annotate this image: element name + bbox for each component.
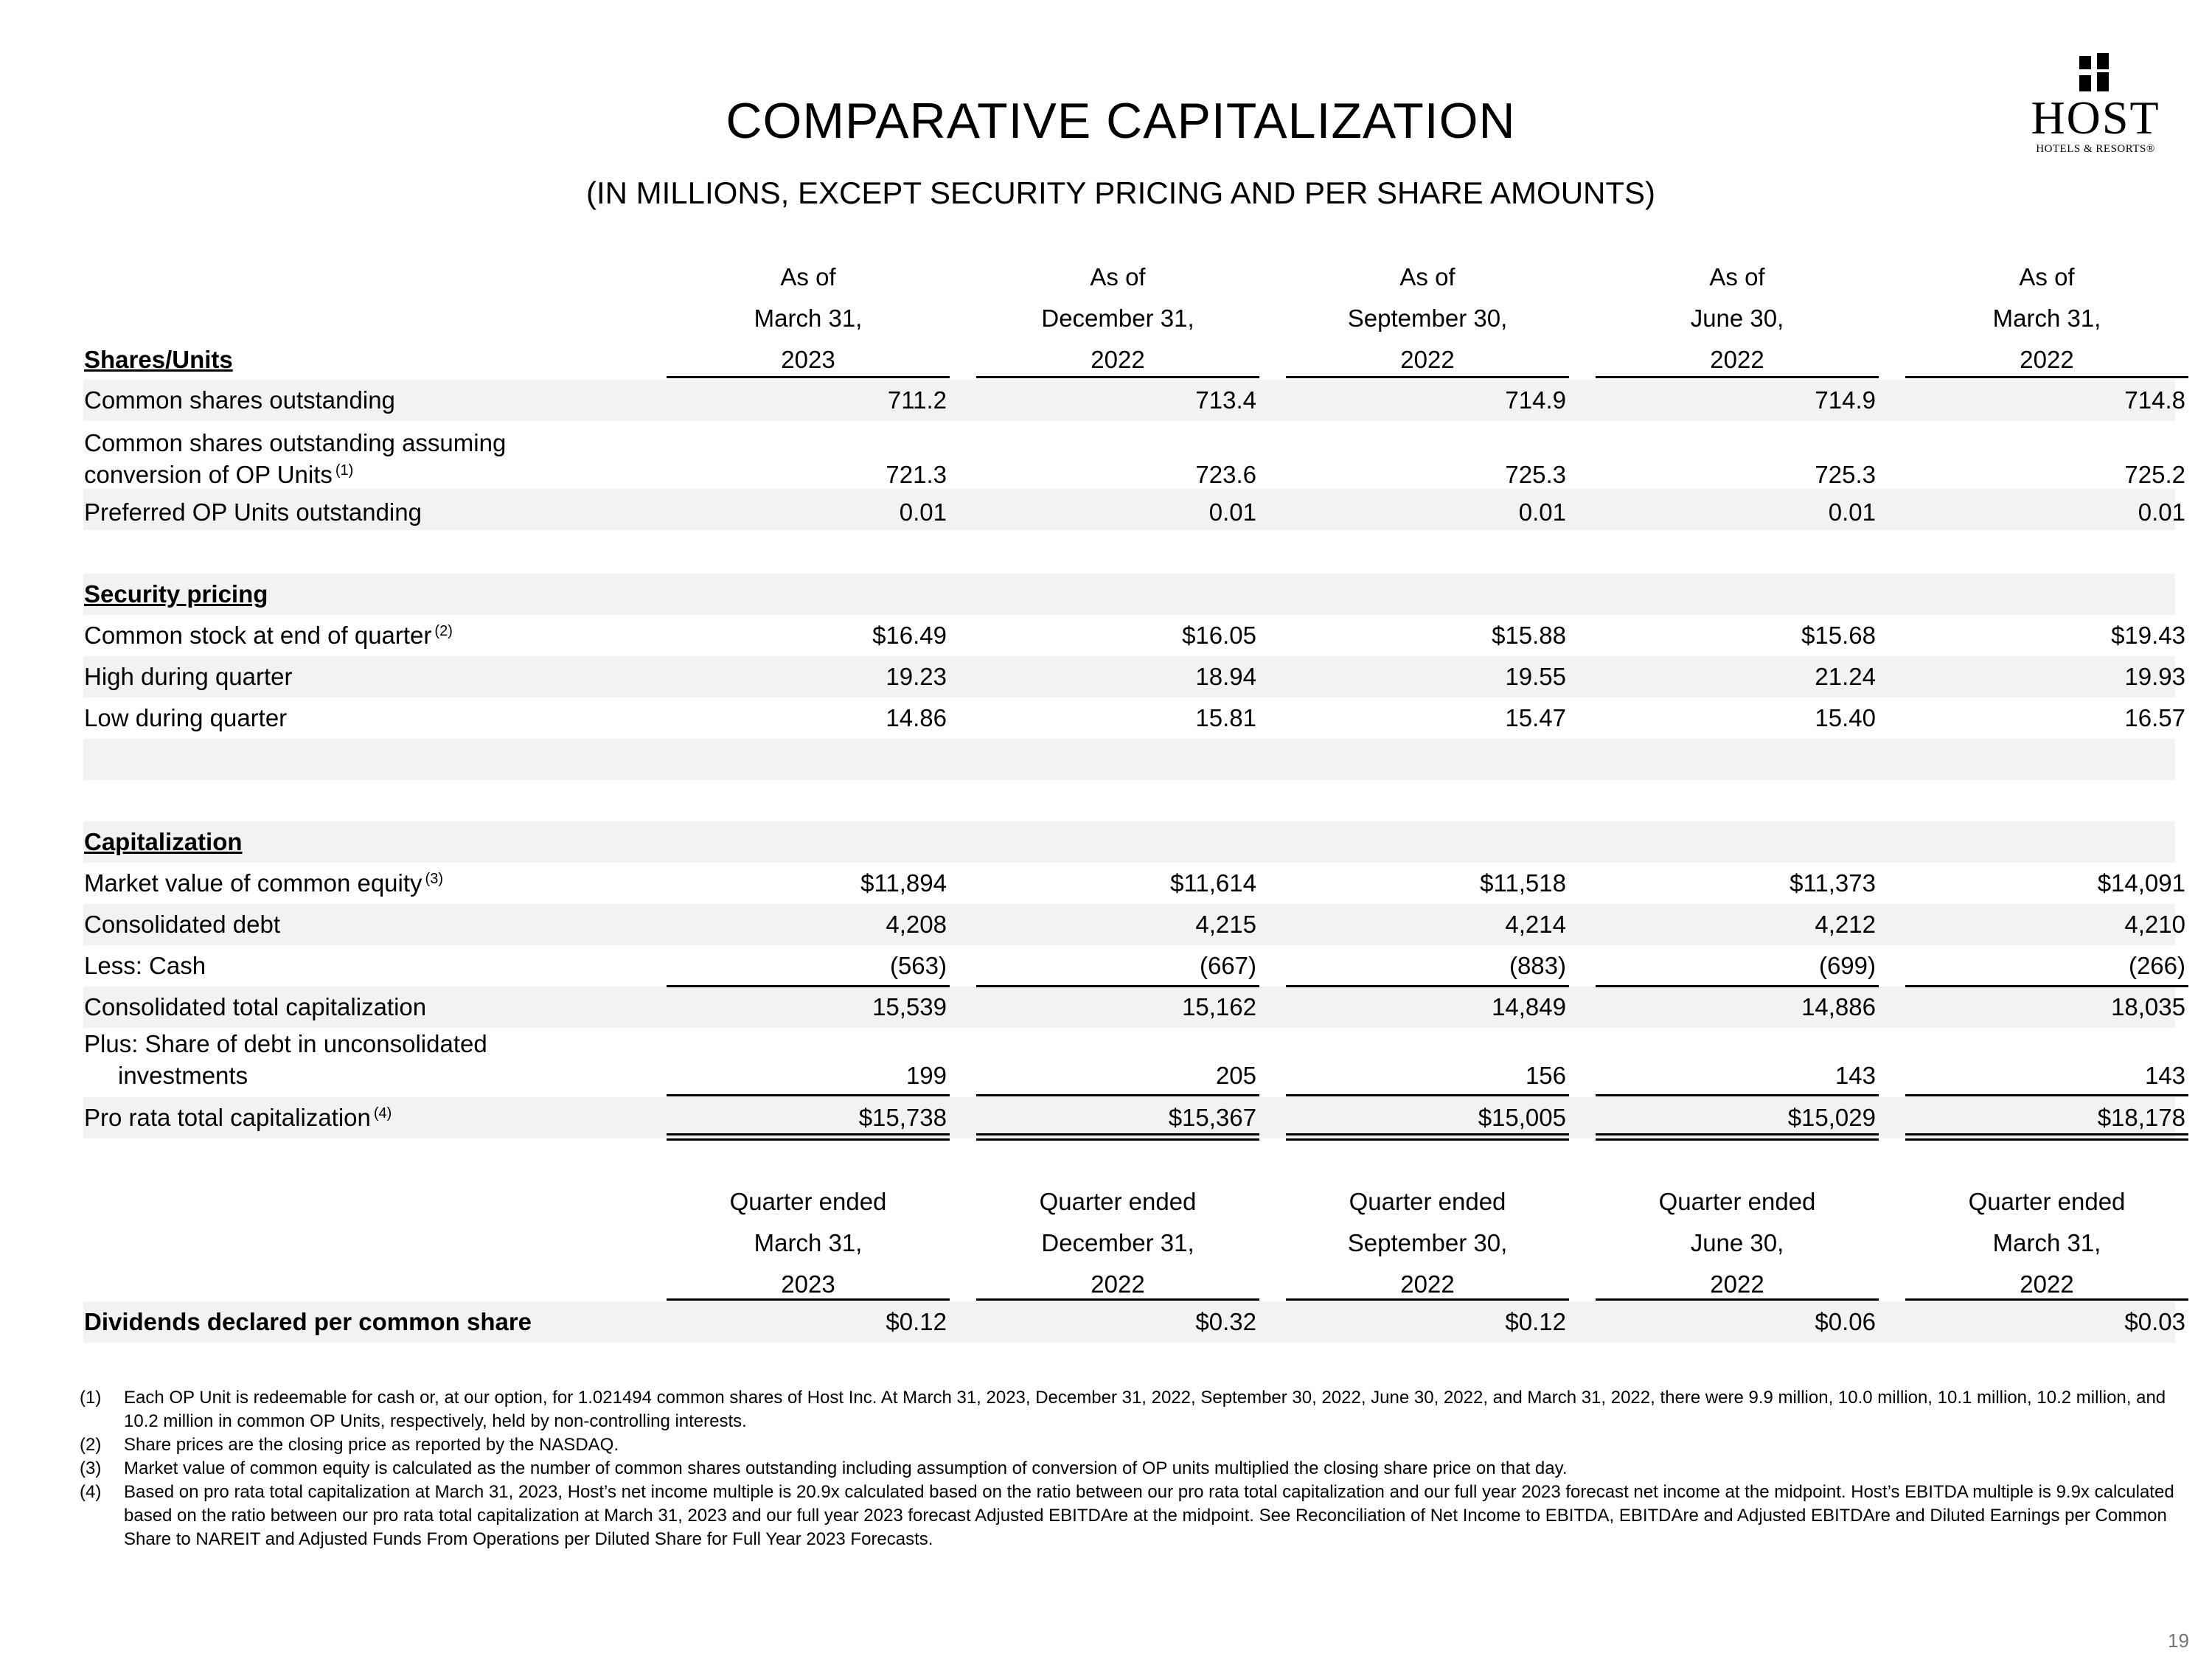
header-rule bbox=[1286, 1298, 1569, 1301]
column-header: 2022 bbox=[1710, 1270, 1764, 1298]
cell: 725.3 bbox=[1815, 461, 1876, 488]
header-rule bbox=[1905, 1298, 2188, 1301]
cell: 725.3 bbox=[1505, 461, 1566, 488]
footnote-text: Each OP Unit is redeemable for cash or, at our option, for 1.021494 common shares of Host Inc. At March 31, 2023, December 31, 2022, September 30, 2022, June 30, 2022, and March 31, 2022, there were 9.9 million, 10.0 million, 10.1 million, 10.2 million, and 10.2 million in common OP Units, respectively, held by non-controlling interests. bbox=[124, 1388, 2166, 1431]
cell: 4,214 bbox=[1505, 911, 1566, 938]
column-header: As of bbox=[1399, 263, 1455, 291]
cell: $15,738 bbox=[858, 1104, 947, 1131]
cell: 19.93 bbox=[2124, 663, 2185, 690]
cell: $15,367 bbox=[1168, 1104, 1256, 1131]
cell: $15,005 bbox=[1478, 1104, 1566, 1131]
row-band bbox=[83, 574, 2175, 615]
cell: 714.9 bbox=[1815, 386, 1876, 414]
subtotal-rule bbox=[1905, 985, 2188, 987]
cell: 15.47 bbox=[1505, 704, 1566, 731]
cell: (699) bbox=[1818, 952, 1876, 979]
cell: $16.05 bbox=[1182, 622, 1256, 649]
footnote-text: Market value of common equity is calculated as the number of common shares outstanding including assumption of conversion of OP units multiplied the closing share price on that day. bbox=[124, 1458, 1568, 1478]
subtotal-rule bbox=[667, 1094, 950, 1096]
cell: $18,178 bbox=[2097, 1104, 2185, 1131]
footnote-number: (2) bbox=[80, 1435, 102, 1455]
footnote bbox=[80, 1386, 2181, 1433]
cell: 18.94 bbox=[1195, 663, 1256, 690]
footnote bbox=[80, 1481, 2181, 1551]
cell: $14,091 bbox=[2097, 869, 2185, 897]
footnote-text: Share prices are the closing price as reported by the NASDAQ. bbox=[124, 1435, 619, 1455]
row-label: Common shares outstanding bbox=[84, 386, 395, 414]
footnotes bbox=[80, 1386, 2181, 1551]
total-rule bbox=[1596, 1133, 1879, 1135]
column-header: 2022 bbox=[1400, 346, 1455, 373]
column-header: September 30, bbox=[1347, 305, 1508, 332]
column-header: As of bbox=[2019, 263, 2075, 291]
cell: 205 bbox=[1215, 1062, 1256, 1089]
row-label: Consolidated debt bbox=[84, 911, 281, 938]
total-rule bbox=[667, 1133, 950, 1135]
cell: 4,215 bbox=[1195, 911, 1256, 938]
cell: 714.8 bbox=[2124, 386, 2185, 414]
cell: 16.57 bbox=[2124, 704, 2185, 731]
cell: 0.01 bbox=[1518, 498, 1566, 526]
cell: $11,894 bbox=[860, 869, 947, 897]
total-rule bbox=[1286, 1133, 1569, 1135]
cell: (667) bbox=[1199, 952, 1256, 979]
column-header: Quarter ended bbox=[1968, 1188, 2126, 1215]
column-header: 2022 bbox=[1091, 1270, 1145, 1298]
column-header: March 31, bbox=[1992, 1229, 2101, 1256]
section-header-security: Security pricing bbox=[84, 580, 268, 608]
footnote bbox=[80, 1457, 2181, 1481]
cell: $0.06 bbox=[1815, 1308, 1876, 1335]
column-header: March 31, bbox=[1992, 305, 2101, 332]
cell: 725.2 bbox=[2124, 461, 2185, 488]
column-header: Quarter ended bbox=[1658, 1188, 1816, 1215]
subtotal-rule bbox=[1286, 1094, 1569, 1096]
footnote-number: (1) bbox=[80, 1388, 102, 1408]
row-band bbox=[83, 821, 2175, 863]
header-rule bbox=[976, 376, 1259, 378]
column-header: 2022 bbox=[1400, 1270, 1455, 1298]
cell: $0.12 bbox=[886, 1308, 947, 1335]
row-label: Less: Cash bbox=[84, 952, 206, 979]
column-header: As of bbox=[1709, 263, 1765, 291]
cell: $0.03 bbox=[2124, 1308, 2185, 1335]
header-rule bbox=[667, 1298, 950, 1301]
cell: 4,210 bbox=[2124, 911, 2185, 938]
column-header: 2022 bbox=[1091, 346, 1145, 373]
cell: 723.6 bbox=[1195, 461, 1256, 488]
cell: $19.43 bbox=[2111, 622, 2185, 649]
column-header: As of bbox=[780, 263, 836, 291]
column-header: September 30, bbox=[1347, 1229, 1508, 1256]
column-header: 2022 bbox=[2020, 346, 2074, 373]
total-rule bbox=[976, 1133, 1259, 1135]
column-header: March 31, bbox=[754, 305, 863, 332]
footnote-ref: (1) bbox=[335, 462, 354, 479]
column-header: June 30, bbox=[1690, 305, 1784, 332]
column-header: March 31, bbox=[754, 1229, 863, 1256]
cell: 143 bbox=[1834, 1062, 1876, 1089]
cell: 14,886 bbox=[1801, 993, 1876, 1020]
subtotal-rule bbox=[976, 1094, 1259, 1096]
footnote-ref: (4) bbox=[373, 1105, 392, 1121]
cell: 4,212 bbox=[1815, 911, 1876, 938]
total-rule bbox=[1905, 1133, 2188, 1135]
header-rule bbox=[1905, 376, 2188, 378]
subtotal-rule bbox=[1905, 1094, 2188, 1096]
total-rule bbox=[1286, 1138, 1569, 1141]
header-rule bbox=[667, 376, 950, 378]
footnote-ref: (3) bbox=[425, 871, 443, 887]
logo-tagline: HOTELS & RESORTS® bbox=[2036, 143, 2155, 155]
header-rule bbox=[1286, 376, 1569, 378]
cell: $11,518 bbox=[1480, 869, 1566, 897]
cell: 14,849 bbox=[1492, 993, 1566, 1020]
cell: 15,539 bbox=[872, 993, 947, 1020]
row-label bbox=[84, 1103, 392, 1133]
cell: 15,162 bbox=[1182, 993, 1256, 1020]
cell: (883) bbox=[1509, 952, 1566, 979]
logo-wordmark: HOST bbox=[2031, 91, 2160, 144]
column-header: Quarter ended bbox=[1039, 1188, 1197, 1215]
row-label-text: Market value of common equity bbox=[84, 869, 422, 897]
row-label: Dividends declared per common share bbox=[84, 1308, 532, 1335]
cell: 4,208 bbox=[886, 911, 947, 938]
host-logo bbox=[2022, 53, 2169, 156]
cell: $15.88 bbox=[1492, 622, 1566, 649]
row-label: Consolidated total capitalization bbox=[84, 993, 427, 1020]
header-rule bbox=[976, 1298, 1259, 1301]
row-label: investments bbox=[118, 1062, 248, 1089]
cell: 714.9 bbox=[1505, 386, 1566, 414]
cell: 156 bbox=[1525, 1062, 1566, 1089]
cell: $16.49 bbox=[872, 622, 947, 649]
column-header: 2022 bbox=[2020, 1270, 2074, 1298]
cell: $15,029 bbox=[1787, 1104, 1876, 1131]
column-header: June 30, bbox=[1690, 1229, 1784, 1256]
row-label: Low during quarter bbox=[84, 704, 288, 731]
page-subtitle: (IN MILLIONS, EXCEPT SECURITY PRICING AND PER SHARE AMOUNTS) bbox=[585, 175, 1656, 210]
column-header: December 31, bbox=[1041, 305, 1194, 332]
column-header: 2023 bbox=[781, 346, 835, 373]
total-rule bbox=[1596, 1138, 1879, 1141]
cell: 18,035 bbox=[2111, 993, 2185, 1020]
cell: 21.24 bbox=[1815, 663, 1876, 690]
footnote-number: (3) bbox=[80, 1458, 102, 1478]
cell: 713.4 bbox=[1195, 386, 1256, 414]
cell: $11,373 bbox=[1790, 869, 1876, 897]
subtotal-rule bbox=[976, 985, 1259, 987]
row-band bbox=[83, 739, 2175, 780]
subtotal-rule bbox=[1596, 985, 1879, 987]
column-header: As of bbox=[1090, 263, 1146, 291]
cell: (266) bbox=[2128, 952, 2185, 979]
cell: 0.01 bbox=[899, 498, 947, 526]
cell: 143 bbox=[2144, 1062, 2185, 1089]
cell: (563) bbox=[889, 952, 947, 979]
cell: 711.2 bbox=[887, 386, 947, 414]
footnote bbox=[80, 1433, 2181, 1457]
page-title: COMPARATIVE CAPITALIZATION bbox=[726, 93, 1516, 149]
header-rule bbox=[1596, 1298, 1879, 1301]
row-label: High during quarter bbox=[84, 663, 293, 690]
row-label-text: Pro rata total capitalization bbox=[84, 1104, 371, 1131]
subtotal-rule bbox=[1286, 985, 1569, 987]
cell: 199 bbox=[905, 1062, 947, 1089]
header-rule bbox=[1596, 376, 1879, 378]
cell: 14.86 bbox=[886, 704, 947, 731]
cell: 19.55 bbox=[1505, 663, 1566, 690]
subtotal-rule bbox=[1596, 1094, 1879, 1096]
column-header: Quarter ended bbox=[729, 1188, 887, 1215]
cell: 0.01 bbox=[2138, 498, 2185, 526]
footnote-number: (4) bbox=[80, 1482, 102, 1502]
section-header-capitalization: Capitalization bbox=[84, 828, 243, 855]
column-header: 2022 bbox=[1710, 346, 1764, 373]
page-number: 19 bbox=[2168, 1630, 2189, 1652]
row-label bbox=[84, 460, 353, 490]
row-label-text: Common stock at end of quarter bbox=[84, 622, 432, 649]
total-rule bbox=[976, 1138, 1259, 1141]
cell: $11,614 bbox=[1170, 869, 1256, 897]
host-logo-mark-icon bbox=[2073, 53, 2118, 94]
cell: 15.81 bbox=[1195, 704, 1256, 731]
cell: 721.3 bbox=[886, 461, 947, 488]
subtotal-rule bbox=[667, 985, 950, 987]
cell: $0.12 bbox=[1505, 1308, 1566, 1335]
cell: 0.01 bbox=[1208, 498, 1256, 526]
cell: $0.32 bbox=[1195, 1308, 1256, 1335]
column-header: December 31, bbox=[1041, 1229, 1194, 1256]
row-label: Plus: Share of debt in unconsolidated bbox=[84, 1030, 487, 1057]
row-label: Common shares outstanding assuming bbox=[84, 429, 507, 456]
column-header: Quarter ended bbox=[1349, 1188, 1506, 1215]
cell: $15.68 bbox=[1801, 622, 1876, 649]
row-label bbox=[84, 621, 453, 650]
footnote-text: Based on pro rata total capitalization at March 31, 2023, Host’s net income multiple is 20.9x calculated based on the ratio between our pro rata total capitalization and our full year 2023 forecast net income at the midpoint. Host’s EBITDA multiple is 9.9x calculated based on the ratio between our pro rata total capitalization at March 31, 2023 and our full year 2023 forecast Adjusted EBITDAre at the midpoint. See Reconciliation of Net Income to EBITDA, EBITDAre and Adjusted EBITDAre and Diluted Earnings per Common Share to NAREIT and Adjusted Funds From Operations per Diluted Share for Full Year 2023 Forecasts. bbox=[124, 1482, 2174, 1549]
section-header-shares: Shares/Units bbox=[84, 346, 233, 373]
cell: 15.40 bbox=[1815, 704, 1876, 731]
row-label: Preferred OP Units outstanding bbox=[84, 498, 422, 526]
column-header: 2023 bbox=[781, 1270, 835, 1298]
cell: 19.23 bbox=[886, 663, 947, 690]
row-label-text: conversion of OP Units bbox=[84, 461, 333, 488]
footnote-ref: (2) bbox=[434, 623, 453, 639]
total-rule bbox=[667, 1138, 950, 1141]
row-label bbox=[84, 869, 443, 898]
cell: 0.01 bbox=[1828, 498, 1876, 526]
total-rule bbox=[1905, 1138, 2188, 1141]
